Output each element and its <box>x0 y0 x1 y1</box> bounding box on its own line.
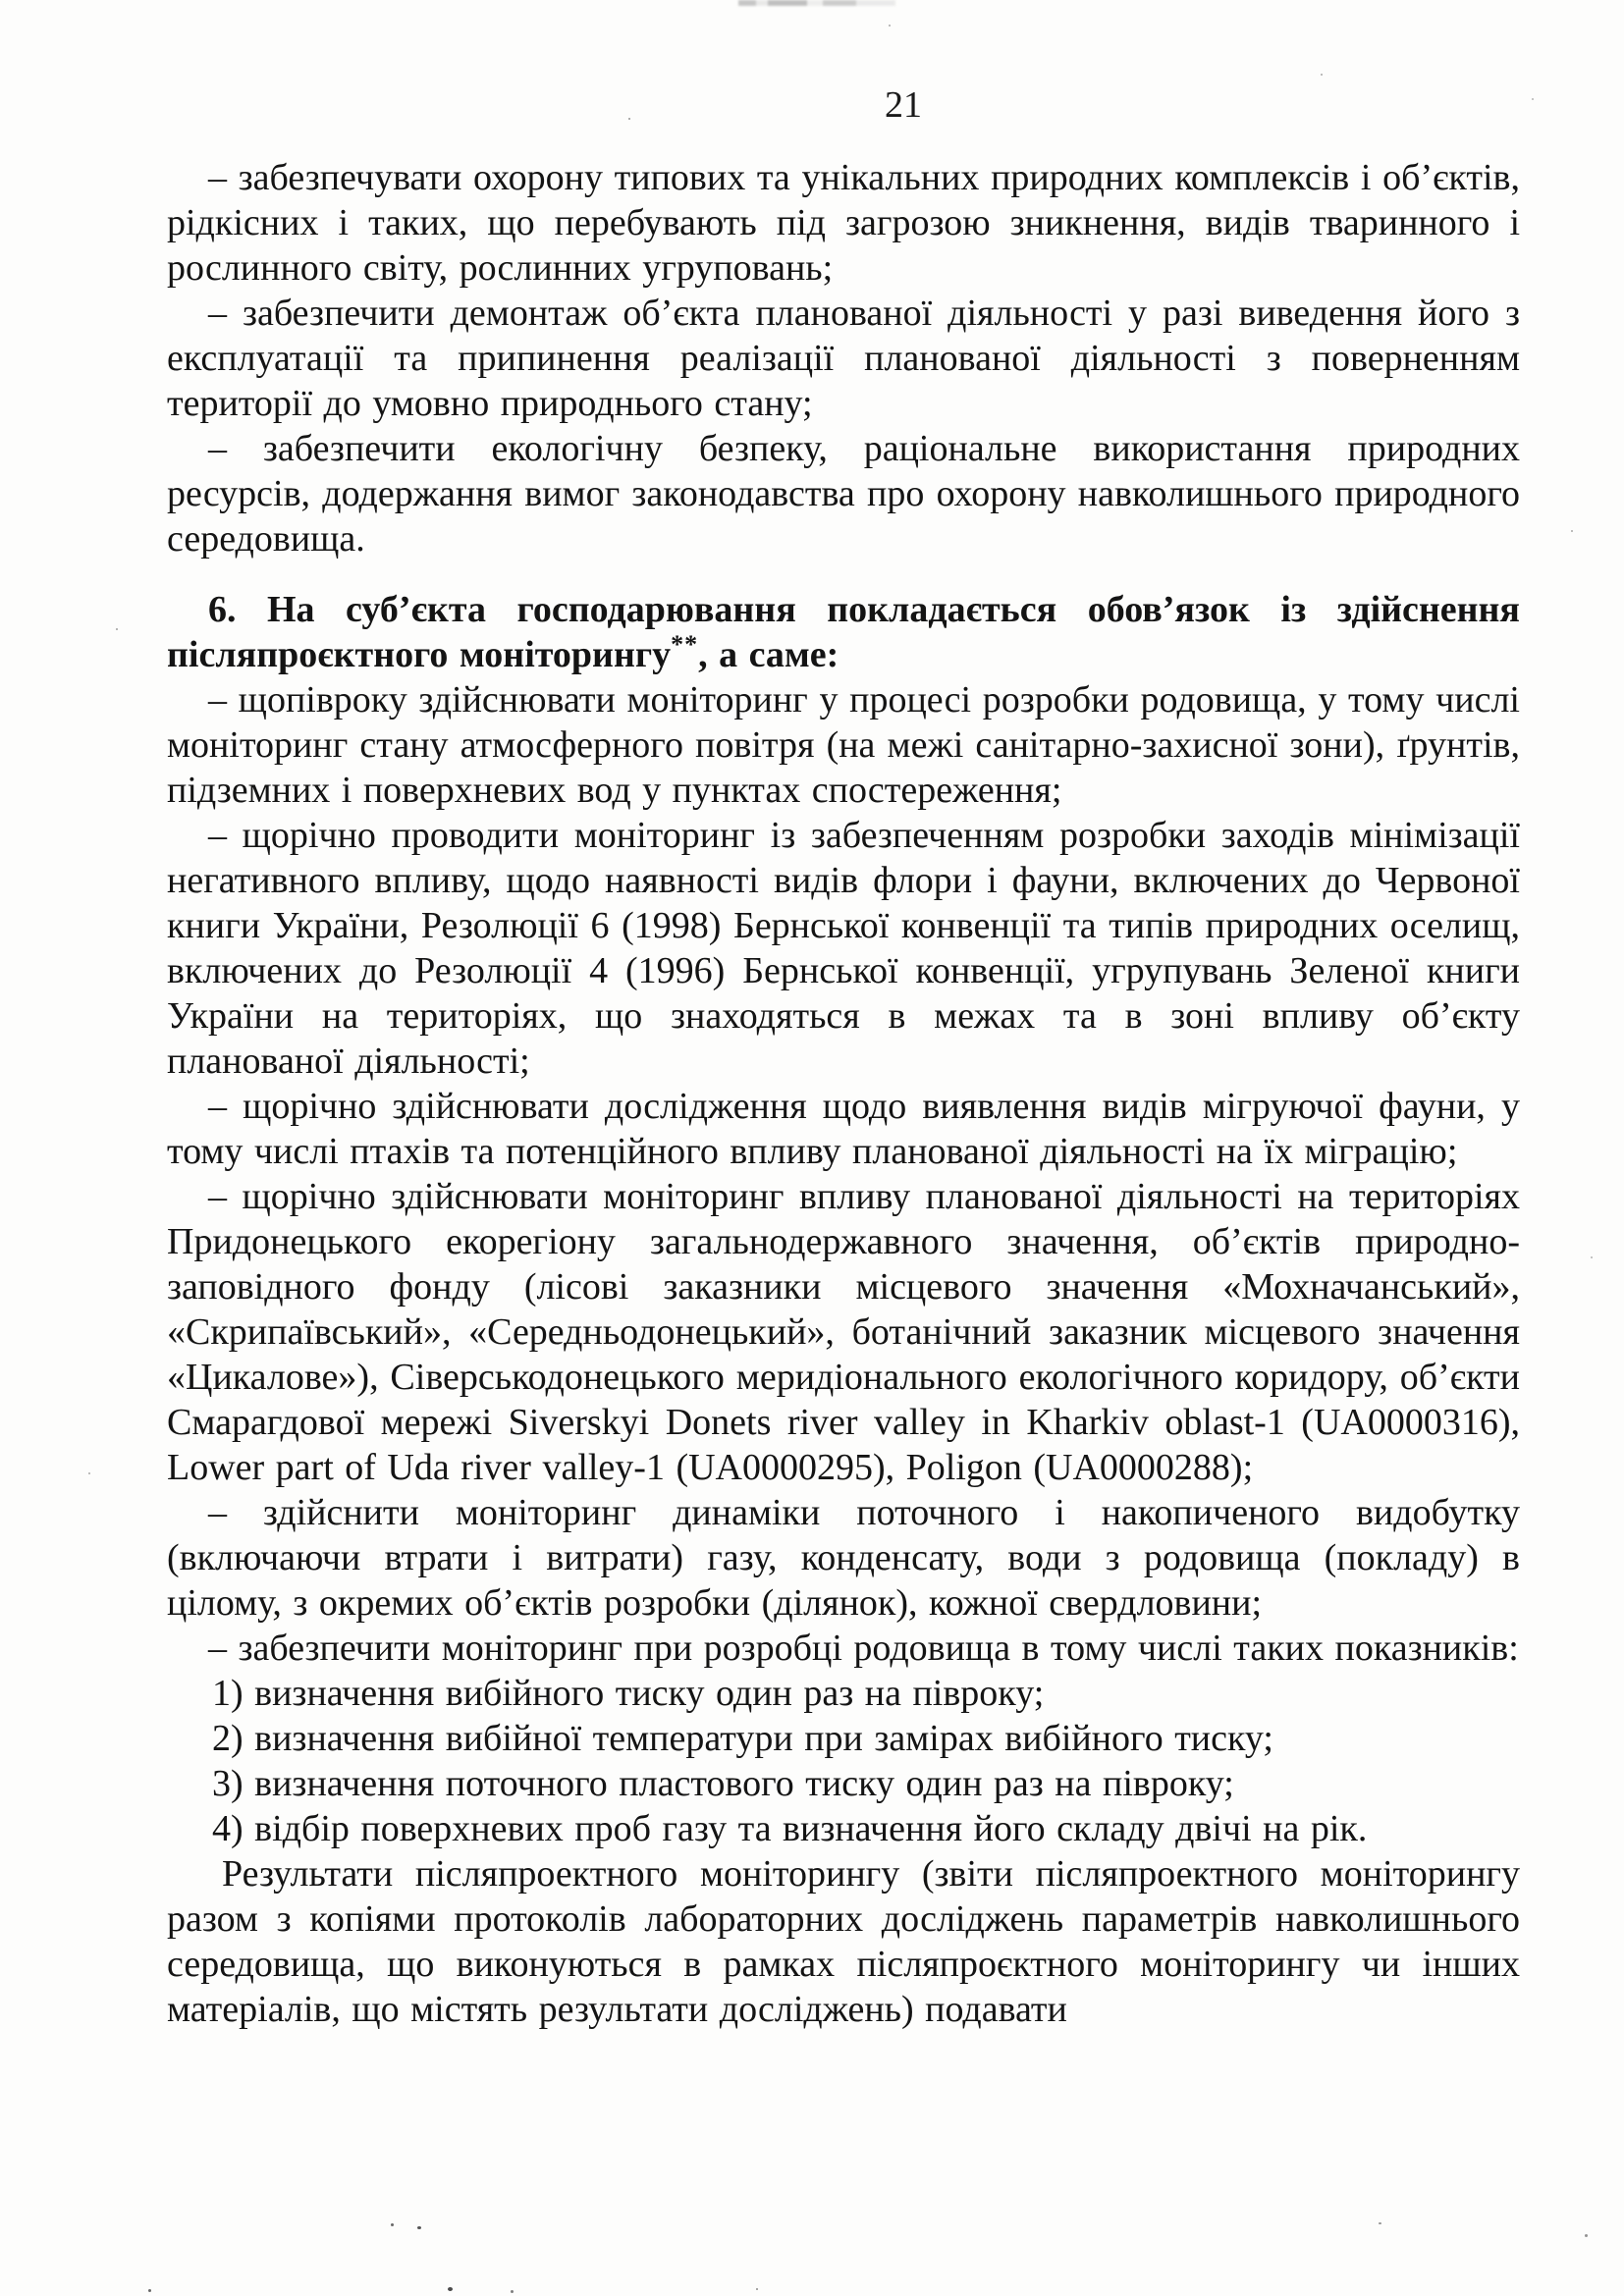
document-body <box>167 155 1520 2032</box>
scan-artifact <box>148 2289 151 2292</box>
numbered-item: 3) визначення поточного пластового тиску один раз на півроку; <box>212 1763 1234 1804</box>
scan-artifact <box>889 25 891 27</box>
scan-artifact <box>628 118 630 120</box>
numbered-item: 4) відбір поверхневих проб газу та визначення його складу двічі на рік. <box>212 1808 1368 1849</box>
scan-smudge <box>738 0 895 6</box>
numbered-item: 1) визначення вибійного тиску один раз на півроку; <box>212 1673 1045 1714</box>
scan-artifact <box>88 1472 90 1474</box>
scan-artifact <box>1532 98 1534 100</box>
section-heading-tail: , а саме: <box>698 634 839 675</box>
paragraph: – щорічно здійснювати моніторинг впливу планованої діяльності на територіях Придонецького екорегіону загальнодержавного значення, об’єктів природно-заповідного фонду (лісові заказники місцевого значення «Мохначанський», «Скрипаївський», «Середньодонецький», ботанічний заказник місцевого значення «Цикалове»), Сіверськодонецького меридіонального екологічного коридору, об’єкти Смарагдової мережі Siverskyi Donets river valley in Kharkiv oblast-1 (UA0000316), Lower part of Uda river valley-1 (UA0000295), Poligon (UA0000288); <box>167 1176 1520 1488</box>
paragraph: – здійснити моніторинг динаміки поточного і накопиченого видобутку (включаючи втрати і витрати) газу, конденсату, води з родовища (покладу) в цілому, з окремих об’єктів розробки (ділянок), кожної свердловини; <box>167 1492 1520 1624</box>
closing-paragraph: Результати післяпроектного моніторингу (звіти післяпроектного моніторингу разом з копіями протоколів лабораторних досліджень параметрів навколишнього середовища, що виконуються в рамках післяпроєктного моніторингу чи інших матеріалів, що містять результати досліджень) подавати <box>167 1853 1520 2030</box>
section-heading <box>167 587 1520 677</box>
numbered-item: 2) визначення вибійної температури при замірах вибійного тиску; <box>212 1718 1273 1759</box>
paragraph: – щопівроку здійснювати моніторинг у процесі розробки родовища, у тому числі моніторинг стану атмосферного повітря (на межі санітарно-захисної зони), ґрунтів, підземних і поверхневих вод у пунктах спостереження; <box>167 679 1520 811</box>
section-heading-text: 6. На суб’єкта господарювання покладається обов’язок із здійснення післяпроєктного моніторингу <box>167 589 1520 675</box>
paragraph: – забезпечити моніторинг при розробці родовища в тому числі таких показників: <box>208 1628 1519 1669</box>
page-number: 21 <box>885 84 922 126</box>
paragraph: – забезпечити екологічну безпеку, раціональне використання природних ресурсів, додержання вимог законодавства про охорону навколишнього природного середовища. <box>167 428 1520 560</box>
scan-artifact <box>1321 74 1323 76</box>
scan-artifact <box>1379 2222 1381 2224</box>
paragraph: – щорічно проводити моніторинг із забезпеченням розробки заходів мінімізації негативного впливу, щодо наявності видів флори і фауни, включених до Червоної книги України, Резолюції 6 (1998) Бернської конвенції та типів природних оселищ, включених до Резолюції 4 (1996) Бернської конвенції, угрупувань Зеленої книги України на територіях, що знаходяться в межах та в зоні впливу об’єкту планованої діяльності; <box>167 815 1520 1082</box>
scan-artifact <box>391 2223 394 2226</box>
footnote-marker: ** <box>671 630 699 659</box>
scan-artifact <box>756 2288 758 2290</box>
scan-artifact <box>448 2287 453 2291</box>
paragraph: – щорічно здійснювати дослідження щодо виявлення видів мігруючої фауни, у тому числі птахів та потенційного впливу планованої діяльності на їх міграцію; <box>167 1086 1520 1172</box>
scan-artifact <box>116 628 118 630</box>
scan-artifact <box>1571 530 1573 532</box>
numbered-list <box>167 1671 1520 1851</box>
scan-artifact <box>1591 1256 1593 1258</box>
paragraph: – забезпечувати охорону типових та унікальних природних комплексів і об’єктів, рідкісних і таких, що перебувають під загрозою зникнення, видів тваринного і рослинного світу, рослинних угруповань; <box>167 157 1520 289</box>
paragraph: – забезпечити демонтаж об’єкта планованої діяльності у разі виведення його з експлуатації та припинення реалізації планованої діяльності з поверненням території до умовно природнього стану; <box>167 293 1520 424</box>
scan-artifact <box>511 2290 514 2293</box>
scan-artifact <box>417 2226 421 2229</box>
scan-artifact <box>1585 2234 1588 2237</box>
